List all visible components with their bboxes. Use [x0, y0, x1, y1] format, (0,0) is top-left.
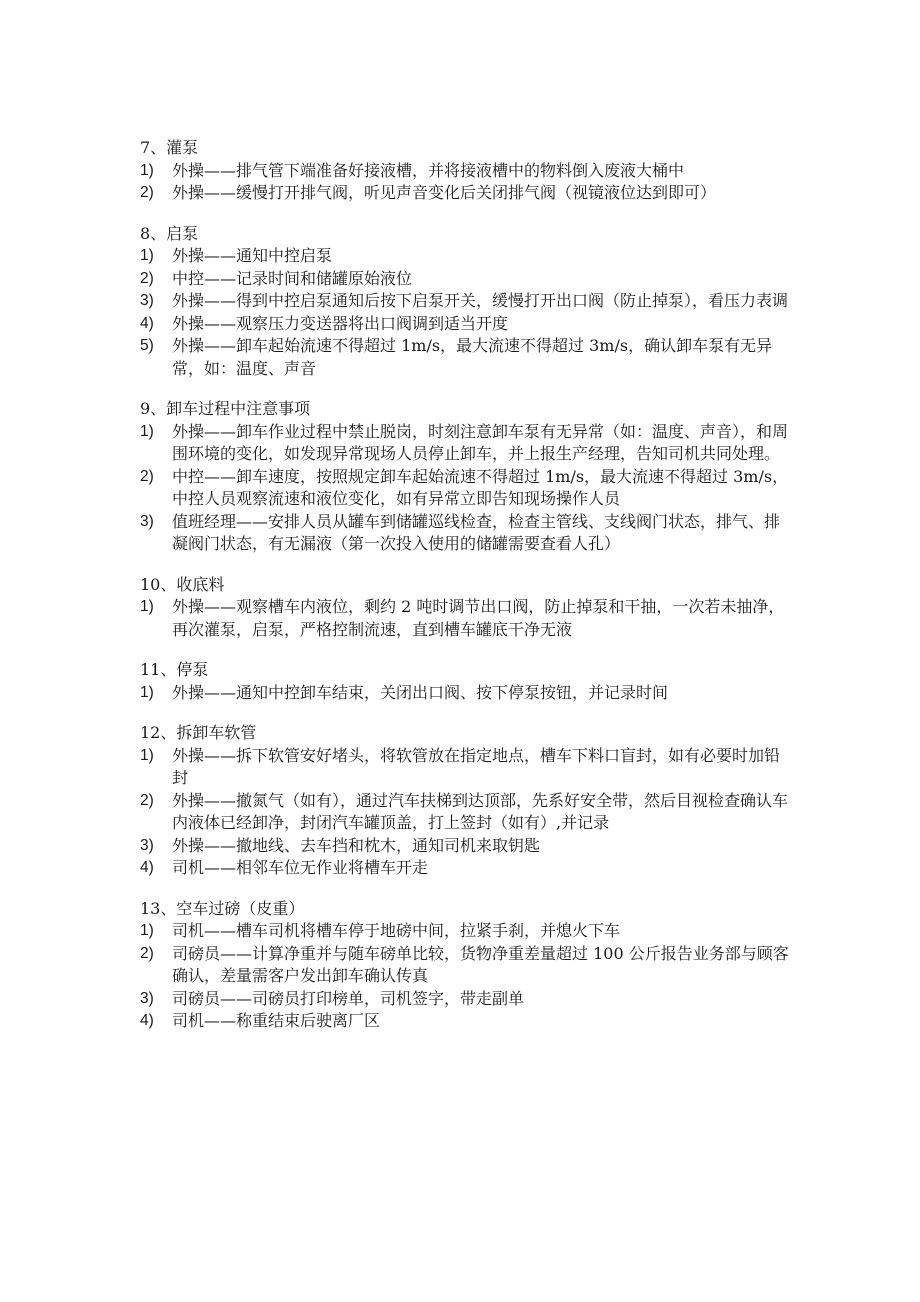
list-item: [140, 160, 790, 183]
item-text: 中控——记录时间和储罐原始液位: [172, 268, 413, 288]
section-7-pump-priming: [140, 137, 790, 205]
document-page: [140, 137, 790, 1051]
item-number: 3): [140, 512, 154, 530]
section-11-pump-stop: [140, 659, 790, 704]
item-text: 值班经理——安排人员从罐车到储罐巡线检查，检查主管线、支线阀门状态，排气、排凝阀门状态，有无漏液（第一次投入使用的储罐需要查看人孔）: [172, 511, 781, 553]
item-number: 2): [140, 184, 154, 201]
item-text: 外操——观察槽车内液位，剩约 2 吨时调节出口阀，防止掉泵和干抽，一次若未抽净，再次灌泵，启泵，严格控制流速，直到槽车罐底干净无液: [172, 597, 785, 639]
list-item: [140, 682, 790, 705]
item-text: 外操——撤地线、去车挡和枕木，通知司机来取钥匙: [172, 835, 541, 855]
item-text: 外操——撤氮气（如有），通过汽车扶梯到达顶部，先系好安全带，然后目视检查确认车内液体已经卸净，封闭汽车罐顶盖，打上签封（如有）,并记录: [172, 790, 789, 832]
list-item: [140, 857, 790, 880]
section-title: 11、停泵: [140, 660, 209, 679]
section-8-pump-start: [140, 223, 790, 381]
list-item: [140, 835, 790, 858]
list-item: [140, 988, 790, 1011]
list-item: [140, 511, 790, 556]
list-item: [140, 421, 790, 466]
section-title: 8、启泵: [140, 223, 199, 243]
list-item: [140, 335, 790, 380]
item-text: 司磅员——司磅员打印榜单，司机签字，带走副单: [172, 988, 525, 1008]
item-text: 司机——称重结束后驶离厂区: [172, 1011, 381, 1030]
list-item: [140, 466, 790, 511]
list-item: [140, 943, 790, 988]
item-text: 司磅员——计算净重并与随车磅单比较，货物净重差量超过 100 公斤报告业务部与顾客确认，差量需客户发出卸车确认传真: [172, 943, 789, 985]
section-title: 10、收底料: [140, 574, 225, 594]
item-number: 3): [140, 989, 154, 1007]
item-text: 司机——槽车司机将槽车停于地磅中间，拉紧手刹，并熄火下车: [172, 921, 621, 940]
item-number: 1): [140, 161, 154, 179]
item-text: 外操——卸车作业过程中禁止脱岗，时刻注意卸车泵有无异常（如：温度、声音），和周围环境的变化，如发现异常现场人员停止卸车，并上报生产经理，告知司机共同处理。: [172, 421, 789, 463]
section-title: 13、空车过磅（皮重）: [140, 898, 305, 918]
item-number: 3): [140, 292, 154, 309]
list-item: [140, 290, 790, 313]
list-item: [140, 182, 790, 205]
item-number: 2): [140, 467, 154, 485]
item-number: 4): [140, 859, 154, 876]
item-number: 5): [140, 337, 154, 354]
item-number: 1): [140, 746, 154, 764]
item-text: 外操——观察压力变送器将出口阀调到适当开度: [172, 313, 509, 333]
item-text: 中控——卸车速度，按照规定卸车起始流速不得超过 1m/s，最大流速不得超过 3m/s，中控人员观察流速和液位变化，如有异常立即告知现场操作人员: [172, 466, 789, 508]
item-number: 1): [140, 422, 154, 440]
section-title: 9、卸车过程中注意事项: [140, 399, 311, 418]
item-number: 2): [140, 944, 154, 962]
item-number: 2): [140, 791, 154, 809]
list-item: [140, 1010, 790, 1033]
list-item: [140, 920, 790, 943]
item-text: 外操——卸车起始流速不得超过 1m/s，最大流速不得超过 3m/s，确认卸车泵有无异常，如：温度、声音: [172, 336, 773, 378]
section-10-bottom-material: [140, 574, 790, 642]
item-number: 2): [140, 269, 154, 287]
item-text: 外操——缓慢打开排气阀，听见声音变化后关闭排气阀（视镜液位达到即可）: [172, 183, 717, 202]
list-item: [140, 313, 790, 336]
section-title: 12、拆卸车软管: [140, 723, 257, 742]
list-item: [140, 268, 790, 291]
item-number: 1): [140, 922, 154, 939]
item-text: 司机——相邻车位无作业将槽车开走: [172, 858, 429, 877]
item-number: 4): [140, 314, 154, 332]
item-text: 外操——排气管下端准备好接液槽，并将接液槽中的物料倒入废液大桶中: [172, 160, 685, 180]
section-12-hose-removal: [140, 722, 790, 880]
item-number: 1): [140, 247, 154, 264]
list-item: [140, 790, 790, 835]
item-text: 外操——通知中控启泵: [172, 246, 333, 265]
section-13-empty-weighing: [140, 898, 790, 1033]
list-item: [140, 745, 790, 790]
item-number: 1): [140, 683, 154, 701]
item-text: 外操——拆下软管安好堵头，将软管放在指定地点，槽车下料口盲封，如有必要时加铅封: [172, 745, 781, 787]
section-title: 7、灌泵: [140, 138, 199, 157]
list-item: [140, 596, 790, 641]
item-text: 外操——得到中控启泵通知后按下启泵开关，缓慢打开出口阀（防止掉泵），看压力表调: [172, 291, 789, 310]
section-9-unloading-precautions: [140, 398, 790, 556]
item-number: 4): [140, 1012, 154, 1029]
item-number: 3): [140, 836, 154, 854]
item-number: 1): [140, 598, 154, 615]
item-text: 外操——通知中控卸车结束，关闭出口阀、按下停泵按钮，并记录时间: [172, 682, 669, 702]
list-item: [140, 245, 790, 268]
